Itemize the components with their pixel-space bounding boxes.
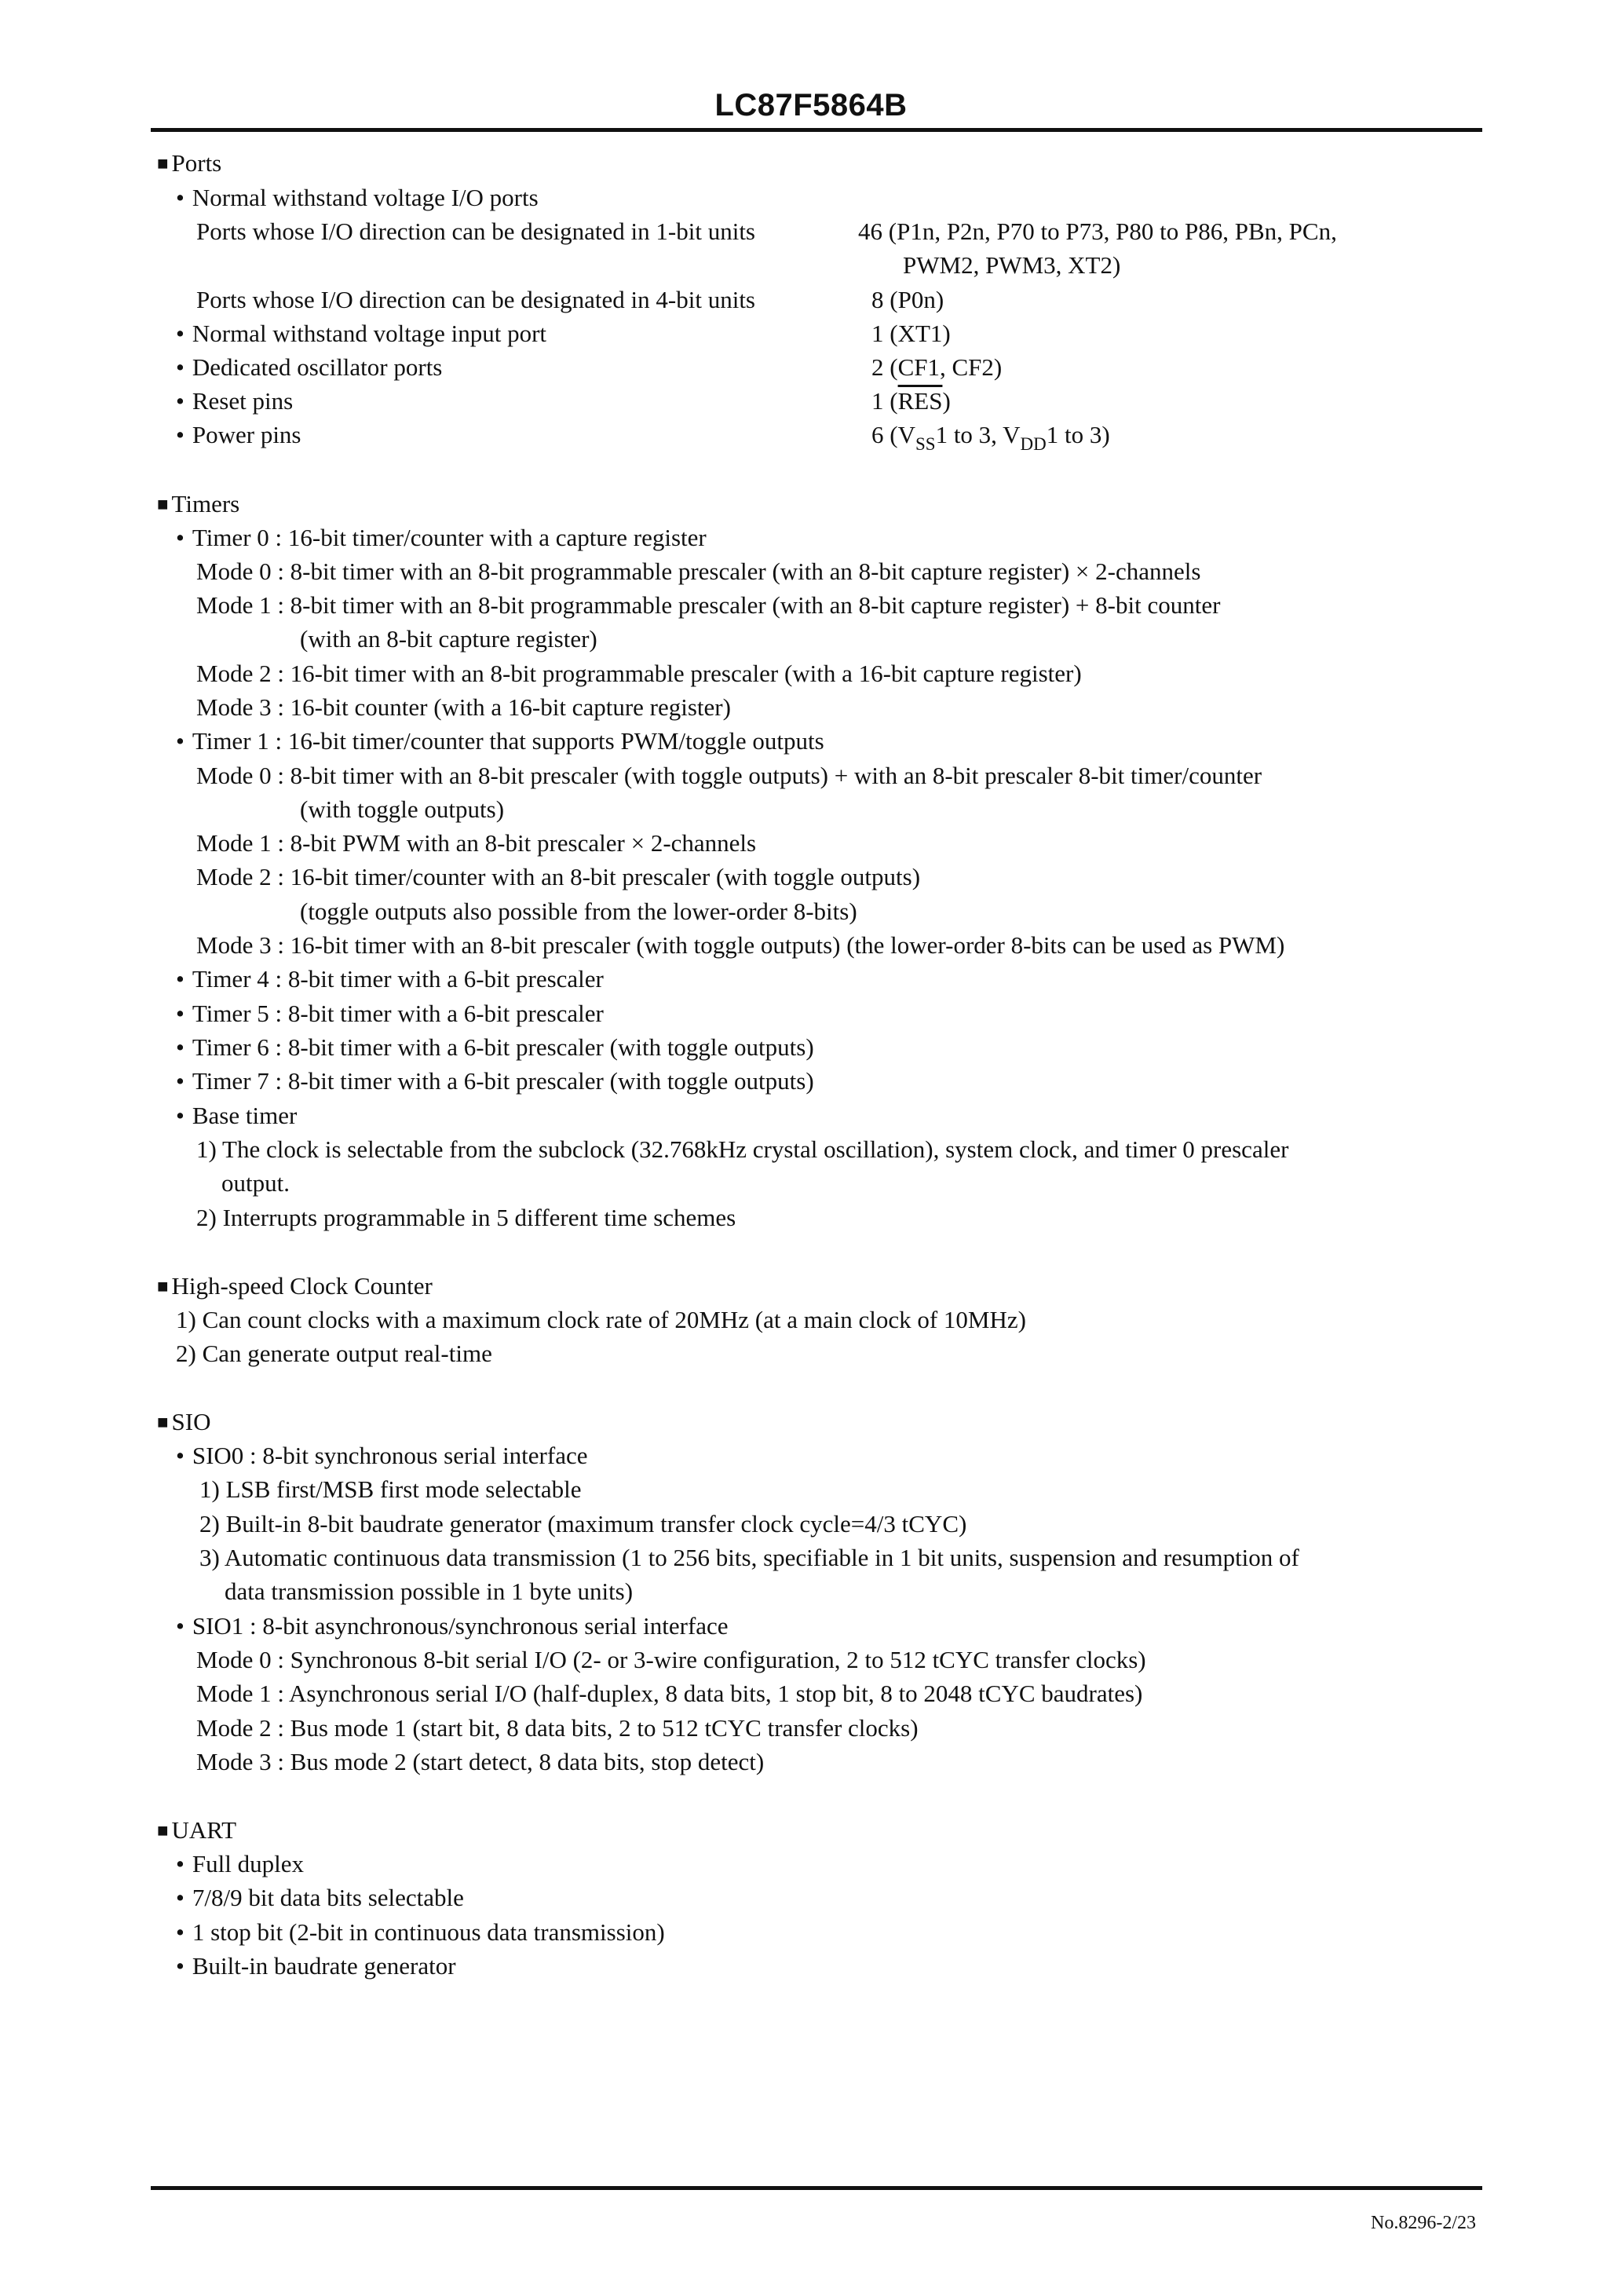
bullet-icon: • [176, 1000, 184, 1027]
port-label: Ports whose I/O direction can be designated in 4-bit units [196, 286, 756, 313]
list-item: • Timer 5 : 8-bit timer with a 6-bit prescaler [176, 1000, 604, 1027]
bullet-icon: • [176, 353, 184, 381]
list-item: 3) Automatic continuous data transmission (1 to 256 bits, specifiable in 1 bit units, suspension and resumption of [199, 1544, 1299, 1571]
list-item: • Dedicated oscillator ports [176, 353, 443, 381]
list-item: • Timer 1 : 16-bit timer/counter that supports PWM/toggle outputs [176, 727, 824, 755]
square-bullet-icon: ■ [157, 154, 169, 174]
list-item: 1) Can count clocks with a maximum clock rate of 20MHz (at a main clock of 10MHz) [176, 1306, 1026, 1333]
list-item: (toggle outputs also possible from the lower-order 8-bits) [300, 898, 857, 925]
port-value-continued: PWM2, PWM3, XT2) [903, 251, 1121, 279]
square-bullet-icon: ■ [157, 495, 169, 515]
bullet-icon: • [176, 387, 184, 415]
section-heading-sio: ■ SIO [157, 1408, 211, 1435]
list-item: Mode 1 : 8-bit PWM with an 8-bit prescaler × 2-channels [196, 829, 757, 857]
bullet-icon: • [176, 1033, 184, 1061]
bullet-icon: • [176, 965, 184, 993]
port-value: 1 (XT1) [871, 320, 951, 347]
list-item: • Normal withstand voltage I/O ports [176, 184, 539, 211]
port-value: 6 ($V_{SS}1$ to 3, $V_{DD}1$ to 3) [871, 421, 1110, 454]
square-bullet-icon: ■ [157, 1413, 169, 1433]
list-item: Mode 3 : Bus mode 2 (start detect, 8 data bits, stop detect) [196, 1748, 765, 1775]
page-number: No.8296-2/23 [1371, 2213, 1476, 2233]
list-item: 2) Built-in 8-bit baudrate generator (maximum transfer clock cycle=4/3 tCYC) [199, 1510, 967, 1537]
bullet-icon: • [176, 1067, 184, 1095]
bullet-icon: • [176, 1442, 184, 1469]
list-item: 1) The clock is selectable from the subclock (32.768kHz crystal oscillation), system clock, and timer 0 prescaler [196, 1135, 1289, 1163]
bullet-icon: • [176, 1884, 184, 1911]
bullet-icon: • [176, 1952, 184, 1980]
list-item: Mode 0 : 8-bit timer with an 8-bit programmable prescaler (with an 8-bit capture register) × 2-channels [196, 558, 1201, 585]
list-item: • SIO0 : 8-bit synchronous serial interface [176, 1442, 588, 1469]
list-item: • Full duplex [176, 1850, 304, 1877]
list-item: Mode 0 : Synchronous 8-bit serial I/O (2- or 3-wire configuration, 2 to 512 tCYC transfer clocks) [196, 1646, 1146, 1673]
list-item: • Power pins [176, 421, 301, 448]
list-item: • Timer 0 : 16-bit timer/counter with a capture register [176, 524, 707, 551]
list-item: • Built-in baudrate generator [176, 1952, 456, 1980]
port-value: 1 $(\overline{RES})$ [871, 387, 951, 415]
bullet-icon: • [176, 524, 184, 551]
list-item: (with an 8-bit capture register) [300, 625, 597, 653]
list-item: Mode 1 : Asynchronous serial I/O (half-duplex, 8 data bits, 1 stop bit, 8 to 2048 tCYC baudrates) [196, 1680, 1143, 1707]
bullet-icon: • [176, 1918, 184, 1946]
port-value: 8 (P0n) [871, 286, 944, 313]
list-item: • Timer 7 : 8-bit timer with a 6-bit prescaler (with toggle outputs) [176, 1067, 814, 1095]
section-heading-ports: ■ Ports [157, 149, 222, 177]
list-item: • Reset pins [176, 387, 294, 415]
list-item: • Timer 4 : 8-bit timer with a 6-bit prescaler [176, 965, 604, 993]
list-item: • 1 stop bit (2-bit in continuous data transmission) [176, 1918, 665, 1946]
port-value: 46 (P1n, P2n, P70 to P73, P80 to P86, PBn, PCn, [858, 218, 1337, 245]
list-item: 1) LSB first/MSB first mode selectable [199, 1475, 582, 1503]
section-heading-hscc: ■ High-speed Clock Counter [157, 1272, 433, 1300]
square-bullet-icon: ■ [157, 1277, 169, 1297]
square-bullet-icon: ■ [157, 1821, 169, 1841]
list-item: Mode 2 : Bus mode 1 (start bit, 8 data bits, 2 to 512 tCYC transfer clocks) [196, 1714, 919, 1742]
list-item: Mode 2 : 16-bit timer with an 8-bit programmable prescaler (with a 16-bit capture register) [196, 660, 1082, 687]
list-item: 2) Interrupts programmable in 5 different time schemes [196, 1204, 736, 1231]
list-item: (with toggle outputs) [300, 795, 505, 823]
list-item: Mode 3 : 16-bit timer with an 8-bit prescaler (with toggle outputs) (the lower-order 8-bits can be used as PWM) [196, 931, 1285, 959]
bullet-icon: • [176, 320, 184, 347]
list-item: Mode 2 : 16-bit timer/counter with an 8-bit prescaler (with toggle outputs) [196, 863, 921, 890]
bullet-icon: • [176, 1612, 184, 1640]
section-heading-timers: ■ Timers [157, 490, 240, 517]
list-item: Mode 1 : 8-bit timer with an 8-bit programmable prescaler (with an 8-bit capture register) + 8-bit counter [196, 591, 1221, 619]
bullet-icon: • [176, 1102, 184, 1129]
bullet-icon: • [176, 421, 184, 448]
page-title: LC87F5864B [714, 88, 908, 122]
list-item: Mode 3 : 16-bit counter (with a 16-bit capture register) [196, 693, 731, 721]
list-item: Mode 0 : 8-bit timer with an 8-bit prescaler (with toggle outputs) + with an 8-bit prescaler 8-bit timer/counter [196, 762, 1262, 789]
list-item: • SIO1 : 8-bit asynchronous/synchronous serial interface [176, 1612, 729, 1640]
bullet-icon: • [176, 184, 184, 211]
header-rule [151, 128, 1482, 132]
bullet-icon: • [176, 1850, 184, 1877]
list-item: • Timer 6 : 8-bit timer with a 6-bit prescaler (with toggle outputs) [176, 1033, 814, 1061]
port-label: Ports whose I/O direction can be designated in 1-bit units [196, 218, 756, 245]
list-item: data transmission possible in 1 byte units) [225, 1578, 634, 1605]
list-item: • 7/8/9 bit data bits selectable [176, 1884, 464, 1911]
footer-rule [151, 2186, 1482, 2190]
list-item: • Base timer [176, 1102, 298, 1129]
bullet-icon: • [176, 727, 184, 755]
list-item: • Normal withstand voltage input port [176, 320, 547, 347]
list-item: 2) Can generate output real-time [176, 1340, 492, 1367]
list-item: output. [221, 1169, 290, 1197]
port-value: 2 (CF1, CF2) [871, 353, 1003, 381]
section-heading-uart: ■ UART [157, 1816, 237, 1844]
